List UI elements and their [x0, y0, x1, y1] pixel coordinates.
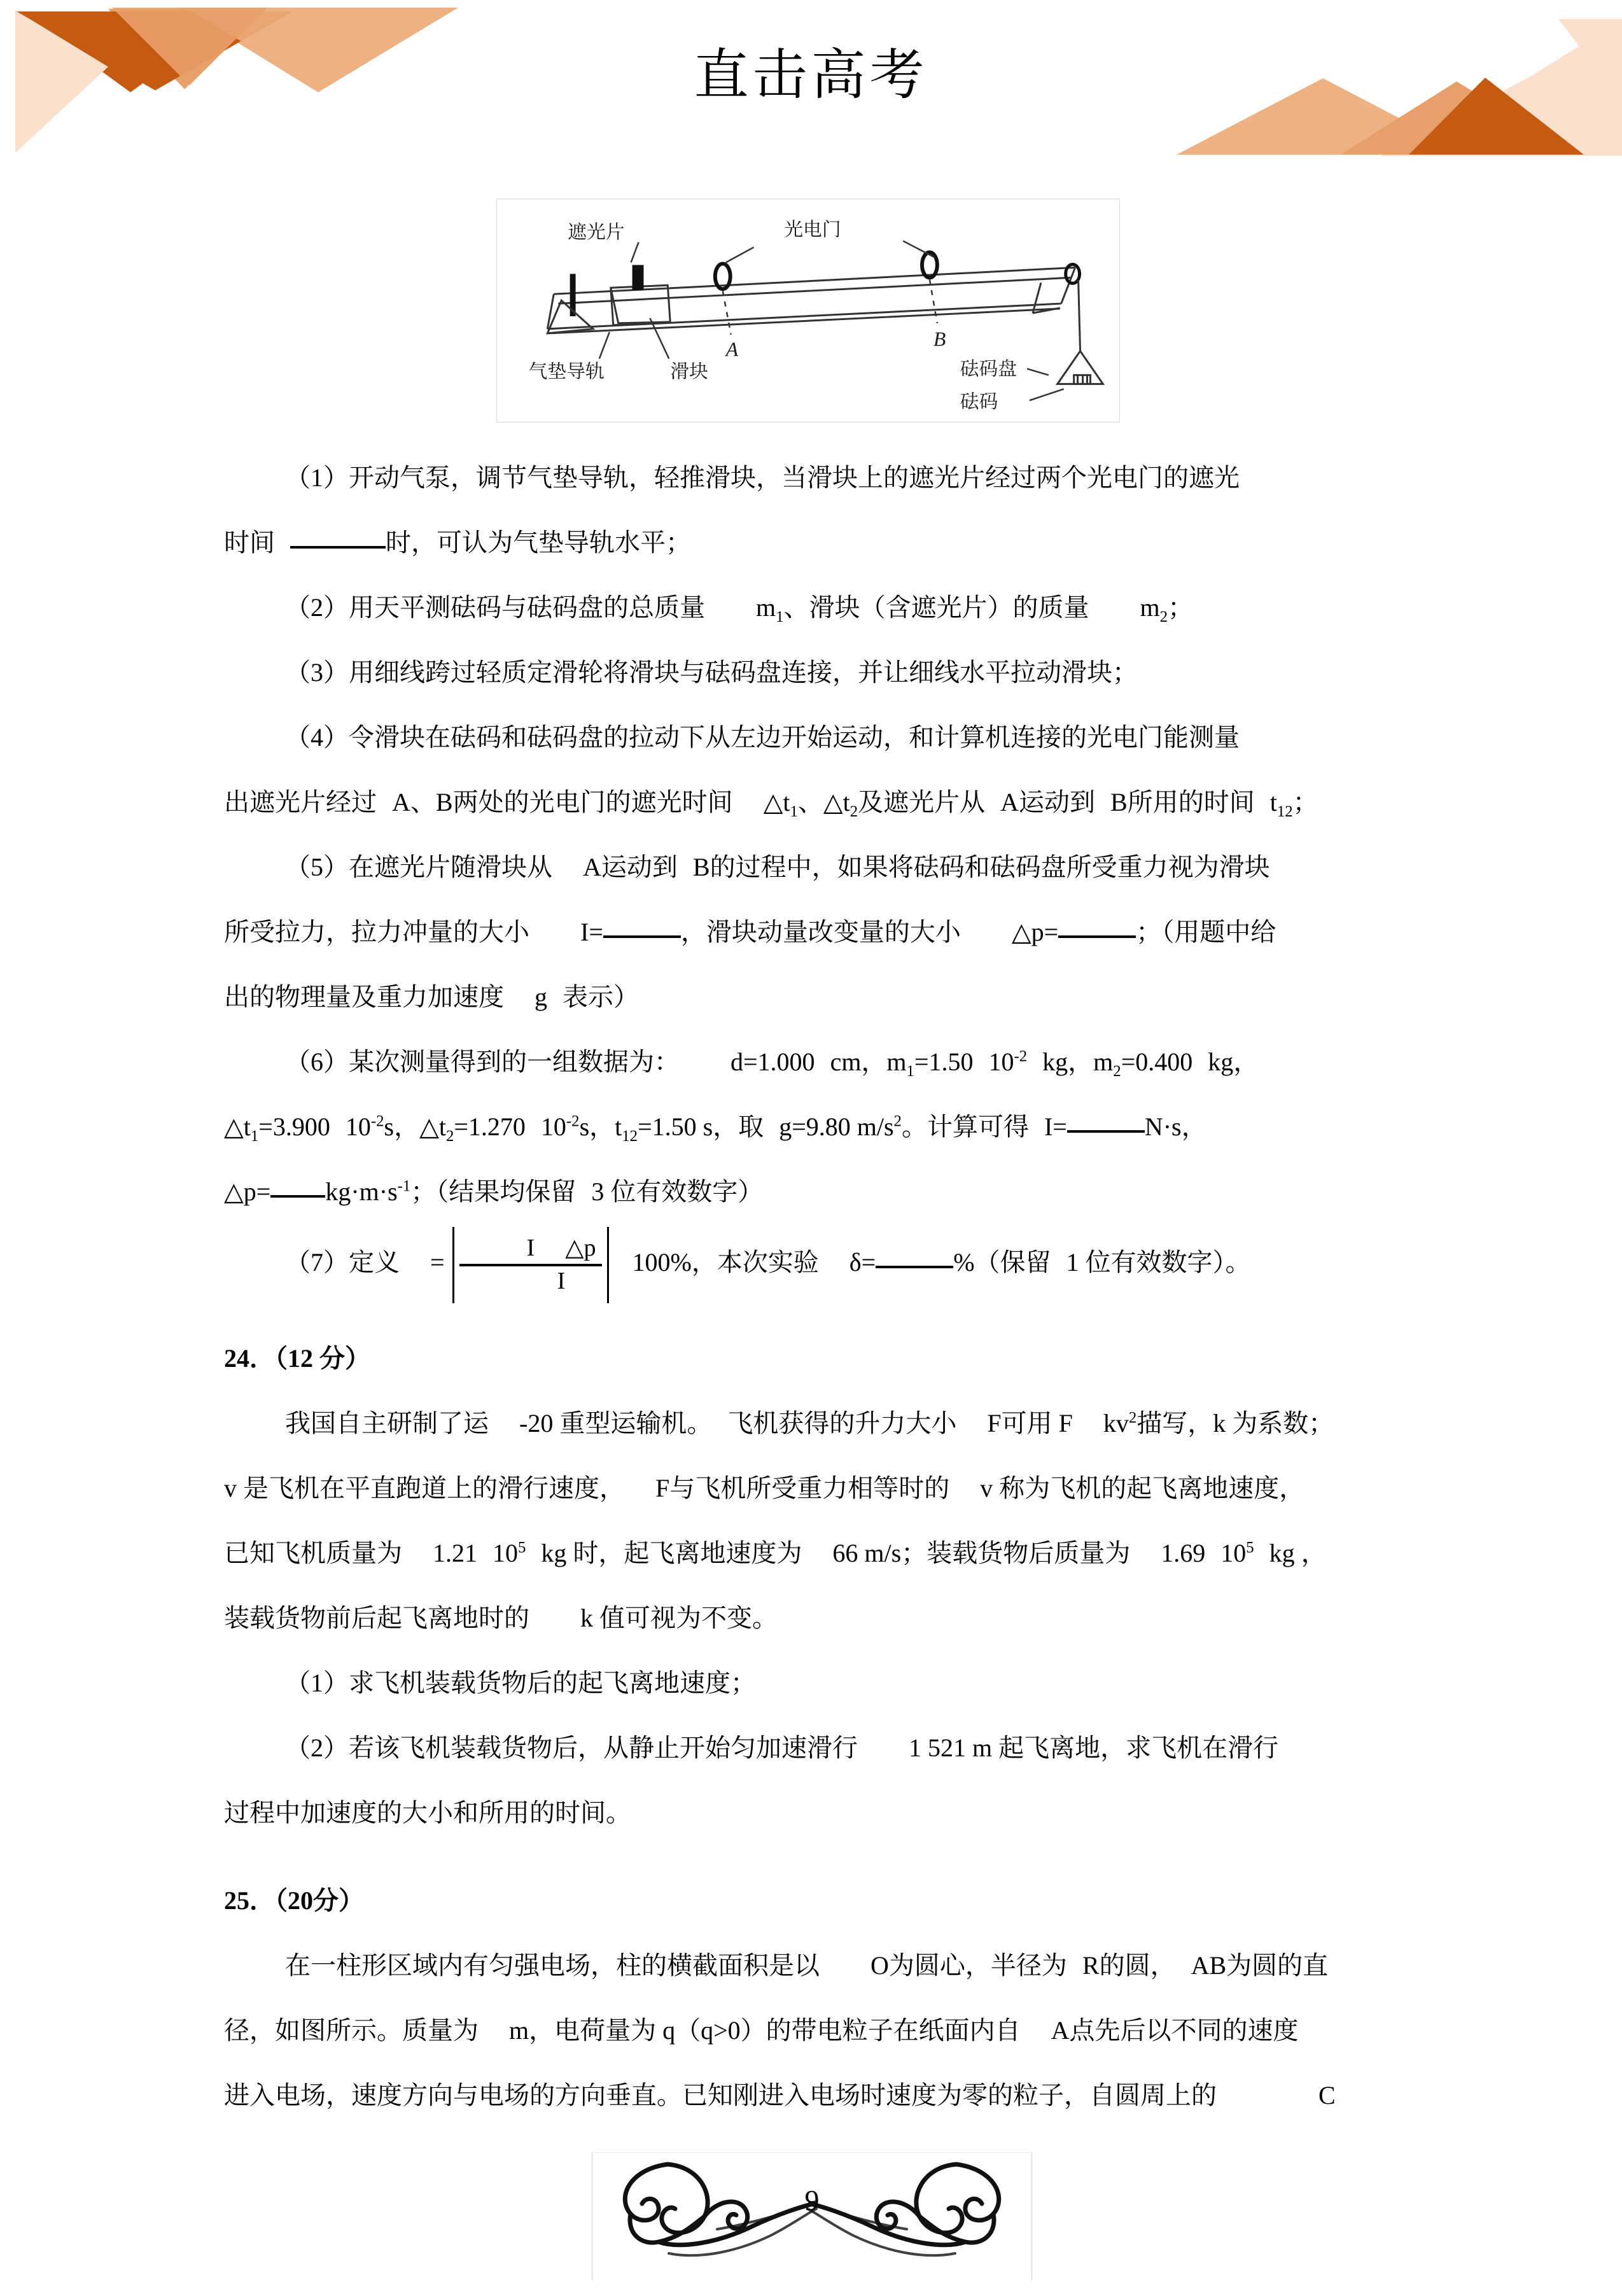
step-7-t2: 100%，本次实验 — [632, 1248, 819, 1277]
shutter-plate-icon — [633, 265, 644, 290]
q25-t1: 在一柱形区域内有匀强电场，柱的横截面积是以 — [285, 1950, 820, 1980]
q24-sub-2-line-2 — [224, 1781, 1408, 1845]
step-2-m2: m — [1140, 593, 1160, 622]
step-6-t12-val: =1.50 s，取 — [638, 1112, 764, 1141]
step-2-m1: m — [756, 593, 776, 622]
numerator-I: I — [526, 1234, 535, 1261]
step-7-delta-label: δ= — [849, 1248, 876, 1277]
page-header — [0, 0, 1622, 191]
step-1-text-a: （1）开动气泵，调节气垫导轨，轻推滑块，当滑块上的遮光片经过两个光电门的遮光 — [285, 463, 1240, 492]
fraction-denominator: I — [557, 1267, 566, 1294]
step-4-dt2: 、△t — [797, 788, 850, 816]
q24-t10: kg 时，起飞离地速度为 — [541, 1538, 802, 1567]
step-4-t1: 出遮光片经过 — [224, 788, 377, 816]
step-4-t5: 及遮光片从 — [858, 788, 986, 816]
step-5-impulse-label: I= — [580, 918, 603, 946]
q24-t3: 飞机获得的升力大小 — [727, 1408, 957, 1438]
step-6-dt1: △t — [224, 1112, 251, 1141]
relative-error-formula — [447, 1227, 615, 1303]
step-5-t8: 表示） — [563, 983, 639, 1011]
step-5-t5: ，滑块动量改变量的大小 — [680, 918, 961, 946]
step-4-dt1-sub: 1 — [790, 803, 798, 820]
q24-line-3 — [224, 1521, 1408, 1586]
answer-blank-impulse[interactable] — [603, 935, 681, 938]
fraction-numerator — [459, 1236, 603, 1266]
answer-blank-step1[interactable] — [290, 546, 386, 549]
step-3-text: （3）用细线跨过轻质定滑轮将滑块与砝码盘连接，并让细线水平拉动滑块； — [285, 658, 1138, 687]
abs-bar-left — [452, 1227, 454, 1303]
step-5-t1: （5）在遮光片随滑块从 — [285, 853, 552, 881]
step-6-m1-sub: 1 — [906, 1063, 914, 1080]
step-6-dt1-exp: -2 — [370, 1112, 384, 1130]
step-4-t7: B所用的时间 — [1110, 788, 1255, 816]
q24-mass2-exp: 5 — [1246, 1539, 1254, 1557]
q24-mass1: 1.21 — [433, 1538, 477, 1567]
step-3-line — [224, 640, 1408, 705]
q24-t1: 我国自主研制了运 — [285, 1408, 489, 1438]
step-5-line-2 — [224, 900, 1408, 965]
step-4-t12-sub: 12 — [1276, 803, 1293, 820]
q25-t8: 进入电场，速度方向与电场的方向垂直。已知刚进入电场时速度为零的粒子，自圆周上的 — [224, 2080, 1217, 2110]
figure-label-weight: 砝码 — [960, 391, 998, 413]
q24-mass2: 1.69 — [1161, 1538, 1206, 1567]
q24-t14: k 值可视为不变。 — [580, 1603, 778, 1632]
page-number: 9 — [804, 2184, 820, 2216]
figure-label-point-a: A — [725, 338, 739, 361]
step-4-dt1: △t — [763, 788, 790, 816]
q24-line-2 — [224, 1456, 1408, 1521]
q25-line-2 — [224, 1998, 1408, 2063]
step-6-dt2-exp: -2 — [566, 1112, 580, 1130]
step-6-t4: ；（结果均保留 — [410, 1177, 577, 1206]
photogate-a-icon — [715, 263, 731, 334]
q25-t4: AB为圆的直 — [1191, 1950, 1329, 1980]
q24-t6: v 是飞机在平直跑道上的滑行速度， — [224, 1473, 625, 1502]
error-fraction — [459, 1236, 603, 1294]
step-4-t6: A运动到 — [1000, 788, 1096, 816]
step-7-t4: 1 位有效数字）。 — [1066, 1248, 1251, 1277]
step-6-dt1-val: =3.900 — [258, 1112, 330, 1141]
step-7-line — [224, 1224, 1408, 1303]
q24-t13: 装载货物前后起飞离地时的 — [224, 1603, 529, 1632]
step-2-m2-sub: 2 — [1159, 608, 1168, 626]
step-2-text-mid: 、滑块（含遮光片）的质量 — [783, 593, 1089, 622]
step-5-t7: 出的物理量及重力加速度 — [224, 983, 504, 1011]
document-body — [224, 445, 1408, 2128]
q24-t5: 描写，k 为系数； — [1136, 1408, 1334, 1438]
q25-t2: O为圆心，半径为 — [870, 1950, 1067, 1980]
step-5-t6: ；（用题中给 — [1136, 918, 1276, 946]
step-6-m1: cm，m — [830, 1047, 907, 1076]
q24-t11: 66 m/s；装载货物后质量为 — [832, 1538, 1131, 1567]
step-5-g: g — [535, 983, 547, 1011]
q25-line-3 — [224, 2063, 1408, 2128]
q25-t6: m，电荷量为 q（q>0）的带电粒子在纸面内自 — [509, 2015, 1021, 2045]
step-6-m1-val: =1.50 — [914, 1047, 974, 1076]
figure-label-weight-pan: 砝码盘 — [960, 358, 1017, 380]
q25-t5: 径，如图所示。质量为 — [224, 2015, 479, 2045]
q24-t7: F与飞机所受重力相等时的 — [655, 1473, 950, 1502]
step-6-m2: kg，m — [1042, 1047, 1114, 1076]
q24-sub2-t1: （2）若该飞机装载货物后，从静止开始匀加速滑行 — [285, 1733, 858, 1762]
answer-blank-delta[interactable] — [876, 1266, 953, 1268]
answer-blank-dp-value[interactable] — [270, 1195, 325, 1198]
q24-sub2-t2: 1 521 m 起飞离地，求飞机在滑行 — [909, 1733, 1279, 1762]
step-4-t2: A、B两处的光电门的遮光时间 — [392, 788, 733, 816]
step-6-dp-label: △p= — [224, 1177, 271, 1206]
question-24-number: 24．（12 分） — [224, 1343, 370, 1373]
q24-sub2-t3: 过程中加速度的大小和所用的时间。 — [224, 1798, 631, 1827]
step-1-text-post: 时，可认为气垫导轨水平； — [386, 528, 691, 557]
answer-blank-I-value[interactable] — [1067, 1130, 1145, 1133]
q25-line-1 — [224, 1933, 1408, 1998]
q25-point-c: C — [1318, 2080, 1336, 2110]
answer-blank-momentum[interactable] — [1058, 935, 1136, 938]
step-6-d: d=1.000 — [731, 1047, 815, 1076]
step-1-line-2 — [224, 510, 1408, 575]
photogate-b-icon — [922, 253, 937, 323]
step-4-dt2-sub: 2 — [849, 803, 858, 820]
q24-line-4 — [224, 1586, 1408, 1651]
step-6-g-exp: 2 — [893, 1112, 902, 1130]
numerator-dp: △p — [565, 1234, 596, 1261]
step-4-line-1 — [224, 705, 1408, 770]
step-5-line-1 — [224, 835, 1408, 900]
step-4-text-a: （4）令滑块在砝码和砝码盘的拉动下从左边开始运动，和计算机连接的光电门能测量 — [285, 723, 1240, 752]
step-6-unit-kgms: kg·m·s — [325, 1177, 398, 1206]
figure-label-point-b: B — [933, 328, 946, 351]
figure-label-photogate: 光电门 — [784, 219, 841, 241]
step-6-t2: kg， — [1208, 1047, 1259, 1076]
step-6-m1-exp: -2 — [1014, 1047, 1028, 1065]
step-5-t4: 所受拉力，拉力冲量的大小 — [224, 918, 529, 946]
step-2-m1-sub: 1 — [776, 608, 784, 626]
step-6-dt2-val: =1.270 — [454, 1112, 526, 1141]
step-6-t12: s，t — [579, 1112, 622, 1141]
step-6-line-1 — [224, 1030, 1408, 1095]
figure-label-slider: 滑块 — [670, 361, 708, 382]
q24-t4: F可用 F — [987, 1408, 1073, 1438]
step-6-t1: （6）某次测量得到的一组数据为： — [285, 1047, 680, 1076]
step-6-t12-sub: 12 — [622, 1128, 638, 1145]
step-5-dp-label: △p= — [1011, 918, 1059, 946]
step-7-t3: %（保留 — [953, 1248, 1051, 1277]
step-5-t2: A运动到 — [583, 853, 678, 881]
step-6-dt2: s，△t — [384, 1112, 446, 1141]
step-6-m2-val: =0.400 — [1121, 1047, 1193, 1076]
q25-t3: R的圆， — [1082, 1950, 1176, 1980]
step-2-text-end: ； — [1168, 593, 1194, 622]
step-6-g-val: g=9.80 m/s — [779, 1112, 894, 1141]
page-title: 直击高考 — [694, 45, 928, 106]
q25-t7: A点先后以不同的速度 — [1051, 2015, 1299, 2045]
q24-sub-1 — [224, 1651, 1408, 1716]
q24-kv-exp: 2 — [1128, 1409, 1137, 1427]
step-4-line-2 — [224, 770, 1408, 835]
q24-kv: kv — [1103, 1408, 1129, 1438]
step-6-m1-pow: 10 — [988, 1047, 1014, 1076]
step-6-I-label: I= — [1044, 1112, 1067, 1141]
step-6-line-2 — [224, 1095, 1408, 1159]
step-4-t12: t — [1269, 788, 1277, 816]
figure-label-air-track: 气垫导轨 — [528, 361, 605, 382]
page-footer — [592, 2152, 1032, 2280]
step-6-dt2-pow: 10 — [540, 1112, 566, 1141]
step-4-t9: ； — [1292, 788, 1318, 816]
q24-t8: v 称为飞机的起飞离地速度， — [980, 1473, 1305, 1502]
step-6-unit-exp: -1 — [397, 1177, 411, 1195]
q24-sub-2-line-1 — [224, 1716, 1408, 1781]
step-5-t3: B的过程中，如果将砝码和砝码盘所受重力视为滑块 — [692, 853, 1270, 881]
step-6-dt1-sub: 1 — [250, 1128, 259, 1145]
q24-t2: -20 重型运输机。 — [519, 1408, 713, 1438]
step-6-unit-ns: N·s， — [1144, 1112, 1207, 1141]
q24-t9: 已知飞机质量为 — [224, 1538, 402, 1567]
question-25-number: 25．（20分） — [224, 1886, 364, 1915]
step-6-dt1-pow: 10 — [345, 1112, 371, 1141]
apparatus-diagram-svg — [497, 199, 1119, 422]
q24-mass1-pow: 10 — [493, 1538, 518, 1567]
figure-label-shutter: 遮光片 — [568, 221, 625, 243]
q24-line-1 — [224, 1391, 1408, 1456]
step-6-t5: 3 位有效数字） — [591, 1177, 764, 1206]
step-1-text-pre: 时间 — [224, 528, 275, 557]
step-2-text-pre: （2）用天平测砝码与砝码盘的总质量 — [285, 593, 705, 622]
q24-mass2-pow: 10 — [1220, 1538, 1247, 1567]
step-6-m2-sub: 2 — [1113, 1063, 1121, 1080]
weight-pan-icon — [1058, 351, 1103, 384]
abs-bar-right — [607, 1227, 609, 1303]
physics-apparatus-figure — [496, 199, 1120, 423]
q24-mass1-exp: 5 — [518, 1539, 526, 1557]
step-6-dt2-sub: 2 — [445, 1128, 454, 1145]
step-6-line-3 — [224, 1159, 1408, 1224]
q24-t12: kg ， — [1269, 1538, 1327, 1567]
step-1-line-1 — [224, 445, 1408, 510]
step-6-t3: 。计算可得 — [901, 1112, 1029, 1141]
step-2-line — [224, 575, 1408, 640]
step-7-eq: = — [430, 1248, 445, 1277]
step-5-line-3 — [224, 965, 1408, 1030]
step-7-t1: （7）定义 — [285, 1248, 400, 1277]
q24-sub1-text: （1）求飞机装载货物后的起飞离地速度； — [285, 1668, 756, 1697]
